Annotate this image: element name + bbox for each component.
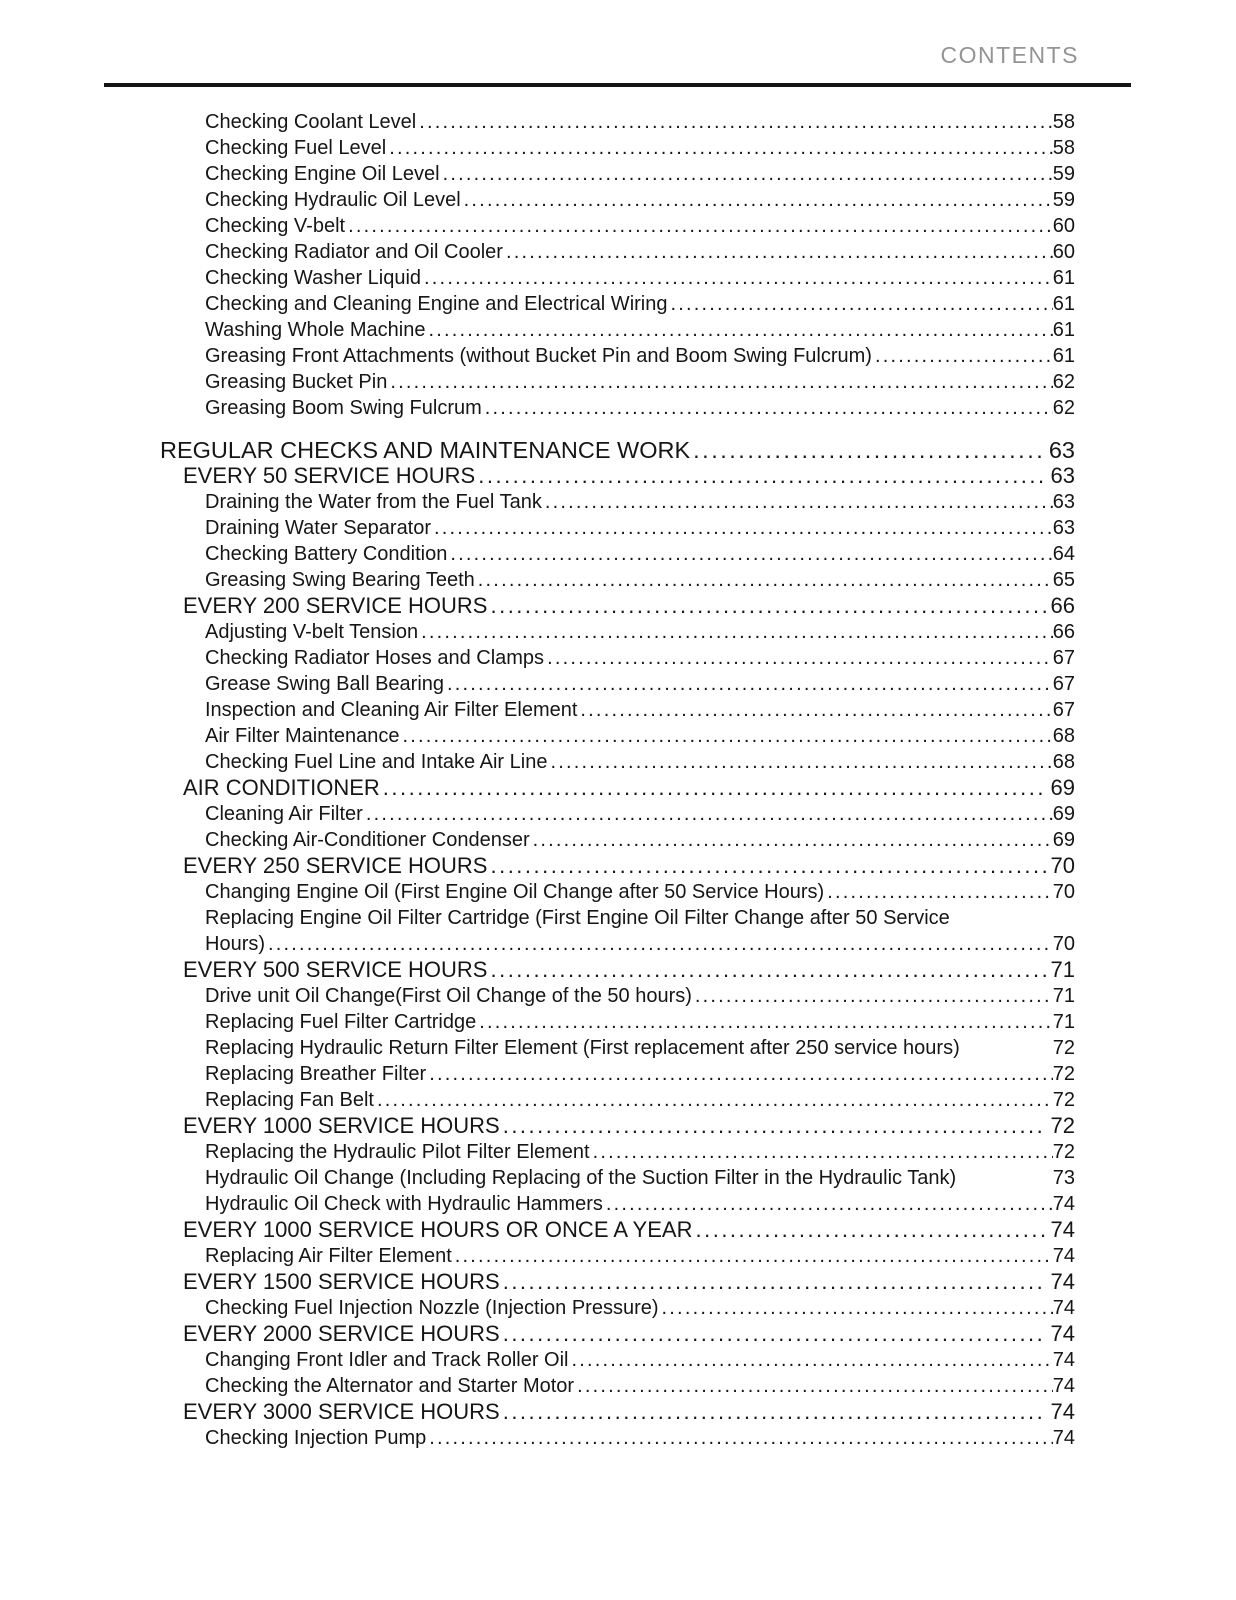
toc-page-number: 74 [1052,1427,1075,1449]
toc-row [183,1321,1075,1347]
toc-row [205,931,1075,957]
toc-dot-leader [692,1217,1045,1243]
toc-entry-label: Washing Whole Machine [205,319,426,341]
toc-dot-leader [500,1113,1046,1139]
toc-page-number: 59 [1052,189,1075,211]
toc-row [183,593,1075,619]
toc-row [205,671,1075,697]
toc-row [205,135,1075,161]
toc-page-number: 63 [1048,437,1075,463]
toc-page-number: 61 [1052,293,1075,315]
toc-page-number: 63 [1052,491,1075,513]
toc-dot-leader [950,905,1075,931]
toc-entry-label: Replacing the Hydraulic Pilot Filter Element [205,1141,590,1163]
toc-page-number: 68 [1052,725,1075,747]
toc-row [205,187,1075,213]
toc-row [205,1061,1075,1087]
toc-page-number: 62 [1052,397,1075,419]
toc-dot-leader [692,983,1053,1009]
toc-dot-leader [569,1347,1053,1373]
toc-entry-label: EVERY 1500 SERVICE HOURS [183,1269,500,1294]
toc-dot-leader [500,1269,1046,1295]
toc-entry-label: EVERY 50 SERVICE HOURS [183,463,476,488]
toc-row [183,1269,1075,1295]
toc-entry-label: Checking Washer Liquid [205,267,422,289]
toc-row [205,983,1075,1009]
toc-page-number: 74 [1052,1245,1075,1267]
toc-entry-label: Grease Swing Ball Bearing [205,673,445,695]
toc-page-number: 59 [1052,163,1075,185]
toc-page-number: 63 [1050,463,1075,488]
toc-entry-label: Replacing Air Filter Element [205,1245,452,1267]
toc-dot-leader [659,1295,1053,1321]
toc-entry-label: Drive unit Oil Change(First Oil Change of the 50 hours) [205,985,692,1007]
toc-entry-label: EVERY 250 SERVICE HOURS [183,853,488,878]
toc-entry-label: Draining the Water from the Fuel Tank [205,491,542,513]
toc-entry-label: Hydraulic Oil Change (Including Replacing of the Suction Filter in the Hydraulic Tank) [205,1167,957,1189]
toc-entry-label: EVERY 3000 SERVICE HOURS [183,1399,500,1424]
toc-row [205,801,1075,827]
toc-entry-label: Changing Front Idler and Track Roller Oil [205,1349,569,1371]
toc-entry-label: Checking Fuel Level [205,137,387,159]
toc-dot-leader [452,1243,1053,1269]
toc-dot-leader [426,1425,1053,1451]
toc-entry-label: Changing Engine Oil (First Engine Oil Change after 50 Service Hours) [205,881,825,903]
toc-dot-leader [475,567,1053,593]
toc-entry-label: Checking Air-Conditioner Condenser [205,829,530,851]
toc-page-number: 74 [1052,1193,1075,1215]
toc-entry-label: Hours) [205,933,266,955]
toc-entry-label: Replacing Fan Belt [205,1089,374,1111]
toc-dot-leader [475,463,1045,489]
toc-dot-leader [416,109,1053,135]
toc-row [205,1347,1075,1373]
toc-row [183,463,1075,489]
toc-row [205,1139,1075,1165]
toc-dot-leader [500,1321,1046,1347]
toc-dot-leader [440,161,1053,187]
toc-row [205,161,1075,187]
toc-entry-label: Replacing Fuel Filter Cartridge [205,1011,477,1033]
toc-page-number: 74 [1050,1217,1075,1242]
toc-row [205,1243,1075,1269]
toc-row [205,697,1075,723]
toc-dot-leader [872,343,1053,369]
toc-row [205,239,1075,265]
toc-dot-leader [577,697,1052,723]
toc-row [205,265,1075,291]
toc-row [205,567,1075,593]
toc-dot-leader [447,541,1052,567]
toc-page-number: 63 [1052,517,1075,539]
toc-dot-leader [400,723,1053,749]
toc-page-number: 74 [1050,1269,1075,1294]
toc-entry-label: Draining Water Separator [205,517,432,539]
toc-entry-label: Checking Hydraulic Oil Level [205,189,461,211]
toc-page-number: 64 [1052,543,1075,565]
toc-entry-label: AIR CONDITIONER [183,775,380,800]
toc-row [205,1009,1075,1035]
toc-dot-leader [590,1139,1053,1165]
header-divider-rule [104,83,1131,87]
toc-entry-label: Checking Radiator Hoses and Clamps [205,647,545,669]
toc-page-number: 74 [1052,1375,1075,1397]
toc-row [205,369,1075,395]
toc-row [205,109,1075,135]
toc-row [183,1113,1075,1139]
toc-dot-leader [487,593,1045,619]
toc-page-number: 74 [1052,1349,1075,1371]
toc-page-number: 67 [1052,673,1075,695]
toc-page-number: 61 [1052,345,1075,367]
toc-page-number: 74 [1050,1399,1075,1424]
toc-page-number: 72 [1050,1113,1075,1138]
toc-row [205,645,1075,671]
toc-row [205,317,1075,343]
toc-dot-leader [500,1399,1046,1425]
toc-page-number: 70 [1052,881,1075,903]
toc-row [205,213,1075,239]
toc-entry-label: Greasing Boom Swing Fulcrum [205,397,482,419]
toc-page-number: 73 [1052,1167,1075,1189]
toc-row [205,1087,1075,1113]
toc-page-number: 60 [1052,215,1075,237]
toc-page-number: 67 [1052,647,1075,669]
toc-dot-leader [418,619,1053,645]
toc-entry-label: Air Filter Maintenance [205,725,400,747]
toc-page-number: 72 [1052,1063,1075,1085]
toc-entry-label: Checking V-belt [205,215,346,237]
toc-entry-label: Adjusting V-belt Tension [205,621,419,643]
toc-page-number: 66 [1050,593,1075,618]
toc-dot-leader [444,671,1053,697]
toc-dot-leader [547,749,1052,775]
toc-entry-label: Checking the Alternator and Starter Motor [205,1375,575,1397]
toc-row [205,1191,1075,1217]
toc-dot-leader [363,801,1053,827]
toc-dot-leader [603,1191,1053,1217]
toc-row [205,749,1075,775]
toc-entry-label: Replacing Breather Filter [205,1063,427,1085]
toc-row [205,827,1075,853]
toc-row [183,1217,1075,1243]
toc-page-number: 71 [1052,985,1075,1007]
toc-dot-leader [461,187,1053,213]
toc-row [205,879,1075,905]
toc-dot-leader [482,395,1053,421]
toc-dot-leader [690,437,1044,463]
toc-dot-leader [956,1165,1053,1191]
toc-page-number: 71 [1052,1011,1075,1033]
toc-entry-label: EVERY 500 SERVICE HOURS [183,957,488,982]
toc-page-number: 74 [1052,1297,1075,1319]
toc-row [205,515,1075,541]
toc-page-number: 68 [1052,751,1075,773]
toc-dot-leader [544,645,1053,671]
toc-dot-leader [431,515,1053,541]
toc-entry-label: Checking Coolant Level [205,111,417,133]
toc-page-number: 66 [1052,621,1075,643]
toc-page-number: 70 [1050,853,1075,878]
toc-dot-leader [667,291,1052,317]
toc-row [205,1425,1075,1451]
toc-dot-leader [380,775,1046,801]
toc-entry-label: Hydraulic Oil Check with Hydraulic Hammers [205,1193,603,1215]
toc-dot-leader [426,1061,1053,1087]
toc-row [205,343,1075,369]
toc-page-number: 65 [1052,569,1075,591]
toc-page-number: 72 [1052,1141,1075,1163]
toc-dot-leader [265,931,1053,957]
toc-dot-leader [960,1035,1053,1061]
toc-row [205,541,1075,567]
toc-dot-leader [421,265,1053,291]
toc-row [183,957,1075,983]
toc-page-number: 74 [1050,1321,1075,1346]
toc-page-number: 60 [1052,241,1075,263]
toc-page-number: 58 [1052,137,1075,159]
toc-row [205,619,1075,645]
toc-entry-label: Greasing Swing Bearing Teeth [205,569,475,591]
toc-entry-label: Checking and Cleaning Engine and Electrical Wiring [205,293,668,315]
toc-entry-label: Cleaning Air Filter [205,803,363,825]
toc-page-number: 69 [1052,803,1075,825]
toc-row [183,775,1075,801]
toc-row [183,1399,1075,1425]
toc-dot-leader [487,957,1045,983]
toc-dot-leader [824,879,1053,905]
toc-entry-label: Checking Radiator and Oil Cooler [205,241,503,263]
toc-row [205,395,1075,421]
toc-page-number: 62 [1052,371,1075,393]
toc-entry-label: EVERY 1000 SERVICE HOURS OR ONCE A YEAR [183,1217,693,1242]
toc-dot-leader [425,317,1052,343]
toc-dot-leader [530,827,1053,853]
toc-entry-label: REGULAR CHECKS AND MAINTENANCE WORK [160,437,691,463]
toc-row [205,291,1075,317]
toc-entry-label: Checking Fuel Line and Intake Air Line [205,751,548,773]
toc-page-number: 67 [1052,699,1075,721]
toc-entry-label: Checking Fuel Injection Nozzle (Injection Pressure) [205,1297,659,1319]
toc-row [160,437,1075,463]
toc-page-number: 61 [1052,319,1075,341]
toc-entry-label: EVERY 200 SERVICE HOURS [183,593,488,618]
toc-entry-label: Replacing Engine Oil Filter Cartridge (First Engine Oil Filter Change after 50 Service [205,907,950,929]
toc-page-number: 72 [1052,1037,1075,1059]
toc-entry-label: Greasing Bucket Pin [205,371,388,393]
toc-entry-label: Inspection and Cleaning Air Filter Element [205,699,578,721]
toc-row [205,1295,1075,1321]
toc-entry-label: Checking Battery Condition [205,543,448,565]
toc-page-number: 61 [1052,267,1075,289]
toc-page-number: 70 [1052,933,1075,955]
toc-page-number: 71 [1050,957,1075,982]
toc-row [205,489,1075,515]
toc-dot-leader [542,489,1053,515]
toc-dot-leader [574,1373,1053,1399]
toc-entry-label: Replacing Hydraulic Return Filter Element (First replacement after 250 service hours) [205,1037,960,1059]
toc-row [183,853,1075,879]
toc-dot-leader [487,853,1045,879]
toc-entry-label: Greasing Front Attachments (without Bucket Pin and Boom Swing Fulcrum) [205,345,872,367]
toc-row [205,1035,1075,1061]
toc-page-number: 69 [1052,829,1075,851]
toc-dot-leader [476,1009,1053,1035]
toc-dot-leader [503,239,1053,265]
toc-row [205,1373,1075,1399]
toc-row [205,1165,1075,1191]
toc-page-number: 69 [1050,775,1075,800]
toc-dot-leader [386,135,1053,161]
toc-dot-leader [374,1087,1053,1113]
toc-page-number: 72 [1052,1089,1075,1111]
toc-row [205,723,1075,749]
toc-entry-label: Checking Engine Oil Level [205,163,440,185]
toc-entry-label: Checking Injection Pump [205,1427,427,1449]
toc-dot-leader [345,213,1053,239]
toc-row [205,905,1075,931]
toc-list [160,109,1075,1451]
toc-dot-leader [387,369,1052,395]
toc-page-number: 58 [1052,111,1075,133]
page-header-contents-label: CONTENTS [940,42,1079,68]
toc-entry-label: EVERY 2000 SERVICE HOURS [183,1321,500,1346]
toc-entry-label: EVERY 1000 SERVICE HOURS [183,1113,500,1138]
